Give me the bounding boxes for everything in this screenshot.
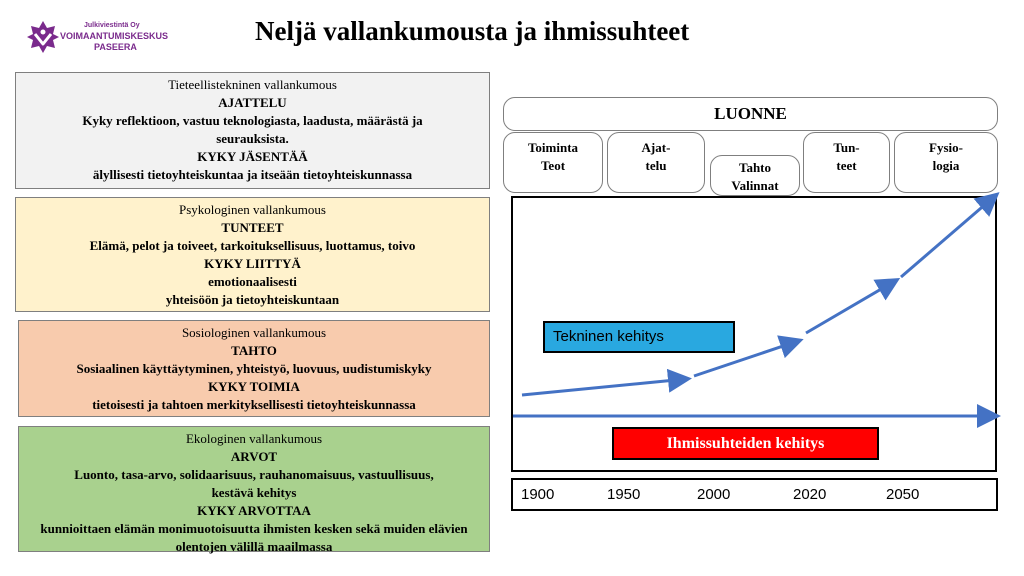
year-label: 2050 bbox=[886, 486, 920, 503]
component-line2: logia bbox=[932, 158, 960, 173]
logo-subname: PASEERA bbox=[94, 42, 137, 52]
revolution-detail: tietoisesti ja tahtoen merkityksellisesti tietoyhteiskunnassa bbox=[92, 397, 416, 412]
revolution-focus: TUNTEET bbox=[221, 220, 284, 235]
component-line1: Toiminta bbox=[527, 140, 579, 155]
revolution-description: Sosiaalinen käyttäytyminen, yhteistyö, luovuus, uudistumiskyky bbox=[76, 361, 432, 376]
component-line2: Teot bbox=[540, 158, 566, 173]
revolution-heading: Sosiologinen vallankumous bbox=[181, 325, 327, 340]
revolution-focus: TAHTO bbox=[231, 343, 277, 358]
logo-tagline: Julkiviestintä Oy bbox=[84, 22, 140, 29]
tekninen-kehitys-label: Tekninen kehitys bbox=[543, 321, 735, 353]
revolution-heading: Psykologinen vallankumous bbox=[179, 202, 326, 217]
component-line1: Fysio- bbox=[929, 140, 963, 155]
year-label: 2000 bbox=[697, 486, 731, 503]
revolution-focus: AJATTELU bbox=[218, 95, 287, 110]
component-line2: teet bbox=[836, 158, 857, 173]
page-title: Neljä vallankumousta ja ihmissuhteet bbox=[255, 16, 690, 46]
revolution-detail: älyllisesti tietoyhteiskuntaa ja itseään tietoyhteiskunnassa bbox=[92, 167, 413, 182]
revolution-ability: KYKY JÄSENTÄÄ bbox=[197, 149, 308, 164]
tech-arrow-segment-4 bbox=[901, 196, 995, 277]
revolution-detail: kunnioittaen elämän monimuotoisuutta ihmisten kesken sekä muiden elävien olentojen välillä maailmassa bbox=[40, 521, 468, 554]
revolution-focus: ARVOT bbox=[230, 449, 278, 464]
logo-name: VOIMAANTUMISKESKUS bbox=[60, 31, 169, 41]
component-line1: Ajat- bbox=[641, 140, 671, 155]
revolution-description: Elämä, pelot ja toiveet, tarkoituksellisuus, luottamus, toivo bbox=[89, 238, 416, 253]
year-label: 2020 bbox=[793, 486, 827, 503]
tech-arrow-segment-1 bbox=[522, 379, 686, 395]
revolution-ability: KYKY TOIMIA bbox=[208, 379, 300, 394]
revolution-description: Kyky reflektioon, vastuu teknologiasta, laadusta, määrästä ja seurauksista. bbox=[82, 113, 423, 146]
year-label: 1900 bbox=[521, 486, 555, 503]
year-axis bbox=[511, 478, 998, 511]
year-label: 1950 bbox=[607, 486, 641, 503]
revolution-description: Luonto, tasa-arvo, solidaarisuus, rauhanomaisuus, vastuullisuus, kestävä kehitys bbox=[74, 467, 434, 500]
revolution-ability: KYKY ARVOTTAA bbox=[197, 503, 311, 518]
luonne-header: LUONNE bbox=[503, 97, 998, 131]
revolution-detail-2: yhteisöön ja tietoyhteiskuntaan bbox=[165, 292, 340, 307]
revolution-detail: emotionaalisesti bbox=[208, 274, 297, 289]
component-line2: telu bbox=[645, 158, 667, 173]
component-line1: Tun- bbox=[833, 140, 860, 155]
ihmissuhteiden-kehitys-label: Ihmissuhteiden kehitys bbox=[612, 427, 879, 460]
revolution-heading: Tieteellistekninen vallankumous bbox=[168, 77, 337, 92]
component-line1: Tahto bbox=[738, 160, 772, 175]
revolution-heading: Ekologinen vallankumous bbox=[185, 431, 323, 446]
component-line2: Valinnat bbox=[731, 178, 779, 193]
revolution-ability: KYKY LIITTYÄ bbox=[204, 256, 301, 271]
tech-arrow-segment-3 bbox=[806, 281, 895, 333]
